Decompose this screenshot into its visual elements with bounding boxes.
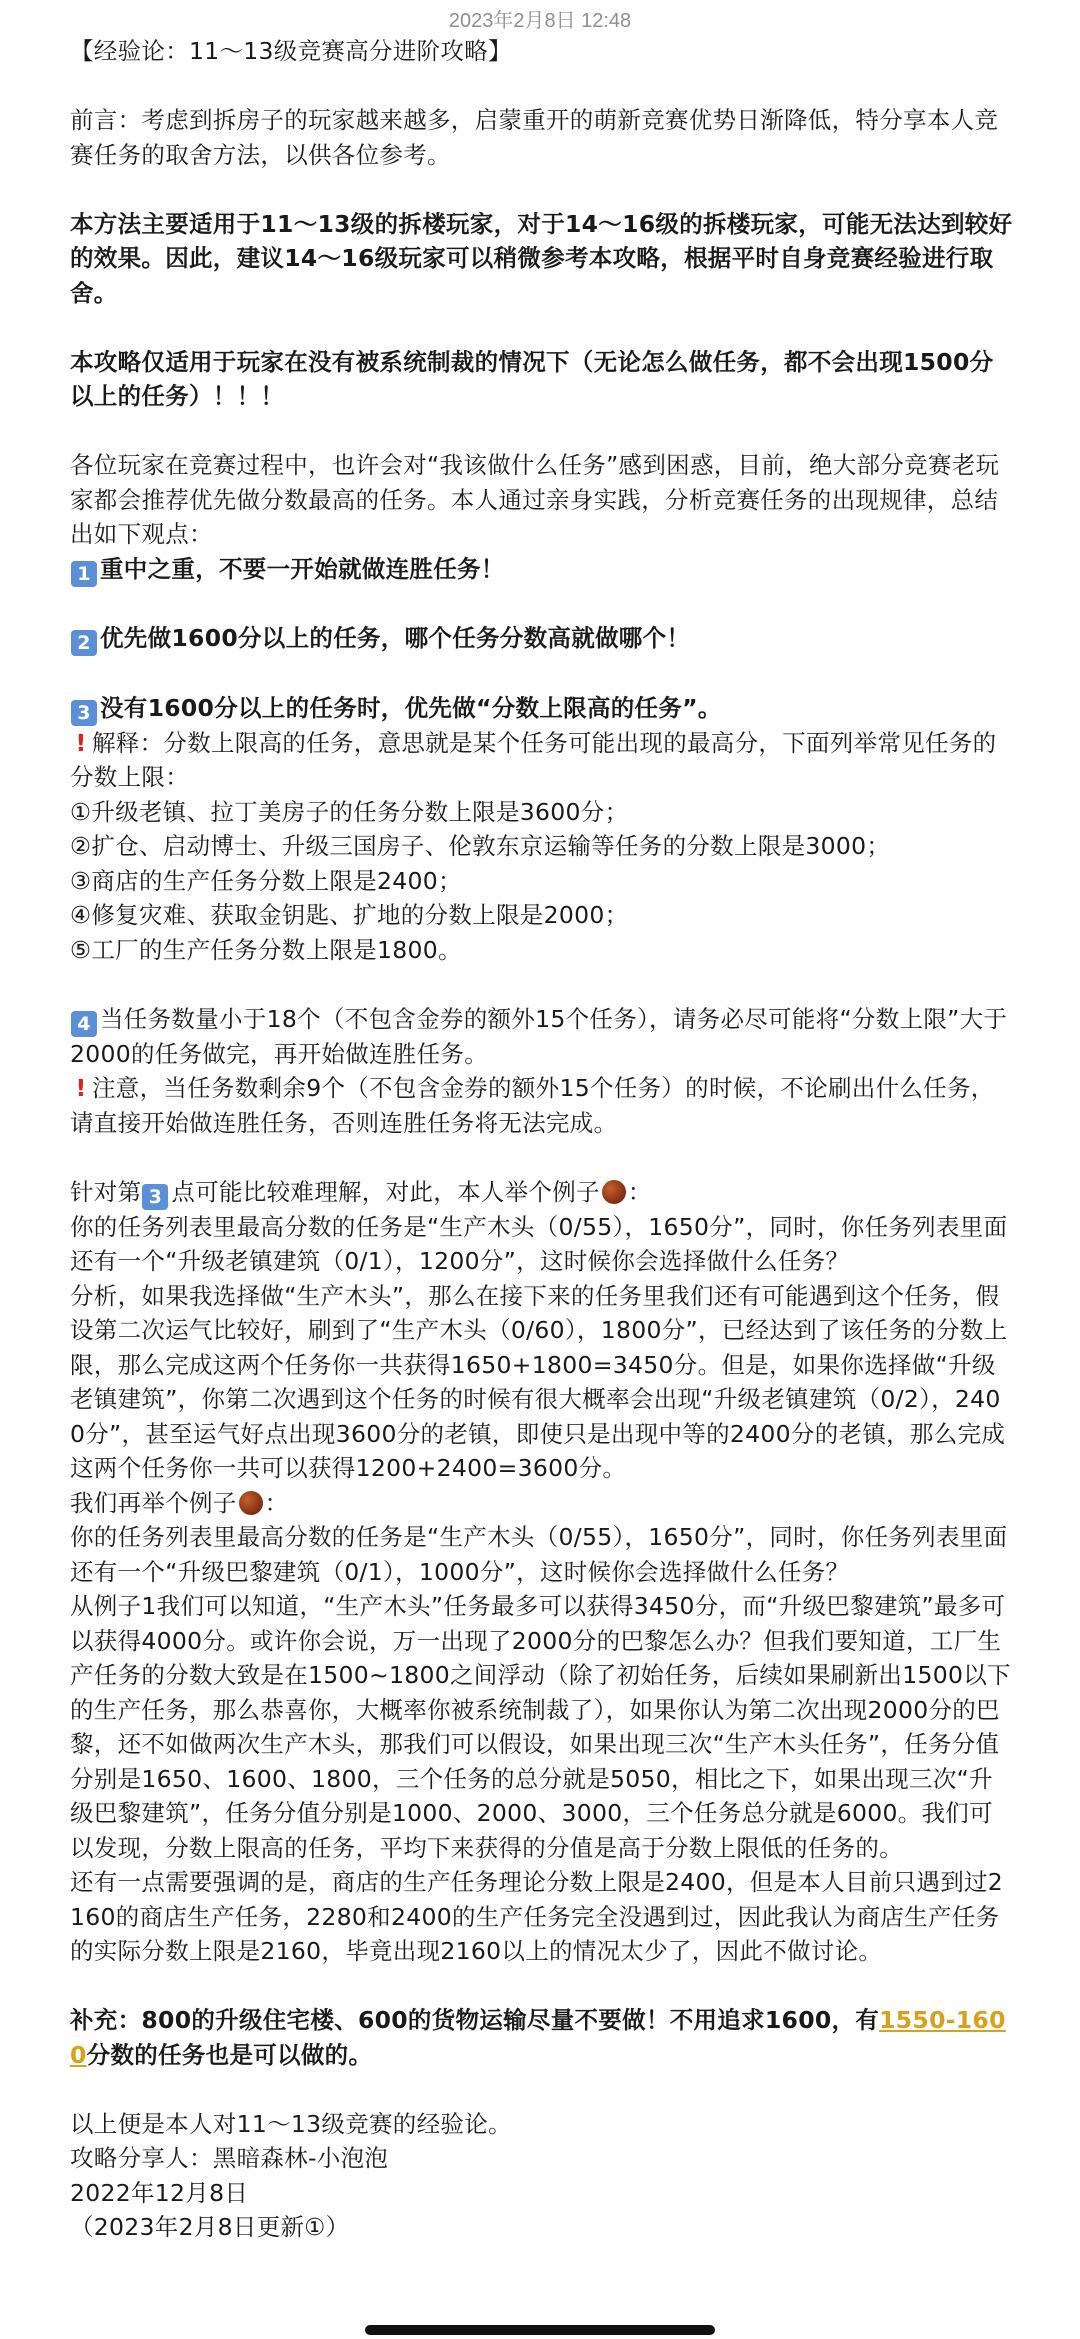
point-2 [70,621,1015,656]
closing-line: 以上便是本人对11～13级竞赛的经验论。 [70,2109,512,2138]
limit-item: ⑤工厂的生产任务分数上限是1800。 [70,935,462,964]
limit-item: ④修复灾难、获取金钥匙、扩地的分数上限是2000； [70,901,629,929]
condition-paragraph: 本攻略仅适用于玩家在没有被系统制裁的情况下（无论怎么做任务，都不会出现1500分以上的任务）！！！ [70,347,994,410]
point-3 [70,691,1015,726]
scope-paragraph: 本方法主要适用于11～13级的拆楼玩家，对于14～16级的拆楼玩家，可能无法达到较好的效果。因此，建议14～16级玩家可以稍微参考本攻略，根据平时自身竞赛经验进行取舍。 [70,209,1013,307]
example-2-intro-text-a: 我们再举个例子 [70,1488,237,1517]
limit-item: ①升级老镇、拉丁美房子的任务分数上限是3600分； [70,797,629,826]
point-1 [70,552,1015,587]
note-title: 【经验论：11～13级竞赛高分进阶攻略】 [70,37,512,65]
point-4-note [70,1071,1015,1140]
note-body[interactable] [70,34,1015,2245]
example-2-case: 你的任务列表里最高分数的任务是“生产木头（0/55），1650分”，同时，你任务列表里面还有一个“升级巴黎建筑（0/1），1000分”，这时候你会选择做什么任务？ [70,1523,1008,1586]
example-2-analysis: 从例子1我们可以知道，“生产木头”任务最多可以获得3450分，而“升级巴黎建筑”最多可以获得4000分。或许你会说，万一出现了2000分的巴黎怎么办？但我们要知道，工厂生产任务的分数大致是在1500~1800之间浮动（除了初始任务，后续如果刷新出1500以下的生产任务，那么恭喜你，大概率你被系统制裁了），如果你认为第二次出现2000分的巴黎，还不如做两次生产木头，那我们可以假设，如果出现三次“生产木头任务”，任务分值分别是1650、1600、1800，三个任务的总分就是5050，相比之下，如果出现三次“升级巴黎建筑”，任务分值分别是1000、2000、3000，三个任务总分就是6000。我们可以发现，分数上限高的任务，平均下来获得的分值是高于分数上限低的任务的。 [70,1592,1011,1862]
preface-paragraph: 前言：考虑到拆房子的玩家越来越多，启蒙重开的萌新竞赛优势日渐降低，特分享本人竞赛任务的取舍方法，以供各位参考。 [70,106,999,169]
update-line: （2023年2月8日更新①） [70,2213,350,2241]
supplement-text-a: 补充：800的升级住宅楼、600的货物运输尽量不要做！不用追求1600，有 [70,2006,880,2034]
example-2-intro [70,1486,1015,1521]
point-3-explanation-text: 解释：分数上限高的任务，意思就是某个任务可能出现的最高分，下面列举常见任务的分数上限： [70,728,997,791]
point-1-text: 重中之重，不要一开始就做连胜任务！ [100,554,505,583]
supplement [70,2003,1015,2072]
supplement-highlight[interactable]: 1550-1600 [70,2006,1006,2069]
example-intro-text-c: ： [627,1177,652,1206]
point-3-text: 没有1600分以上的任务时，优先做“分数上限高的任务”。 [100,693,722,722]
date-line: 2022年12月8日 [70,2178,249,2207]
red-exclamation-icon: ! [75,728,87,757]
example-1-case: 你的任务列表里最高分数的任务是“生产木头（0/55），1650分”，同时，你任务列表里面还有一个“升级老镇建筑（0/1），1200分”，这时候你会选择做什么任务？ [70,1212,1008,1275]
chestnut-icon [239,1491,263,1515]
keycap-3-icon: 3 [142,1184,168,1210]
keycap-3-icon: 3 [71,700,97,726]
point-4-note-text: 注意，当任务数剩余9个（不包含金券的额外15个任务）的时候，不论刷出什么任务，请直接开始做连胜任务，否则连胜任务将无法完成。 [70,1074,995,1137]
keycap-1-icon: 1 [71,561,97,587]
keycap-2-icon: 2 [71,630,97,656]
supplement-text-b: 分数的任务也是可以做的。 [86,2040,373,2069]
author-line: 攻略分享人：黑暗森林-小泡泡 [70,2144,389,2172]
example-intro [70,1175,1015,1210]
example-1-analysis: 分析，如果我选择做“生产木头”，那么在接下来的任务里我们还有可能遇到这个任务，假设第二次运气比较好，刷到了“生产木头（0/60），1800分”，已经达到了该任务的分数上限，那么完成这两个任务你一共获得1650+1800=3450分。但是，如果你选择做“升级老镇建筑”，你第二次遇到这个任务的时候有很大概率会出现“升级老镇建筑（0/2），2400分”，甚至运气好点出现3600分的老镇，即使只是出现中等的2400分的老镇，那么完成这两个任务你一共可以获得1200+2400=3600分。 [70,1281,1008,1482]
point-2-text: 优先做1600分以上的任务，哪个任务分数高就做哪个！ [100,624,691,652]
point-4 [70,1002,1015,1072]
example-intro-text-a: 针对第 [70,1177,142,1206]
keycap-4-icon: 4 [71,1011,97,1037]
intro-paragraph: 各位玩家在竞赛过程中，也许会对“我该做什么任务”感到困惑，目前，绝大部分竞赛老玩家都会推荐优先做分数最高的任务。本人通过亲身实践，分析竞赛任务的出现规律，总结出如下观点： [70,451,1000,548]
point-3-explanation [70,726,1015,795]
status-timestamp: 2023年2月8日 12:48 [448,10,632,32]
shop-note: 还有一点需要强调的是，商店的生产任务理论分数上限是2400，但是本人目前只遇到过2160的商店生产任务，2280和2400的生产任务完全没遇到过，因此我认为商店生产任务的实际分数上限是2160，毕竟出现2160以上的情况太少了，因此不做讨论。 [70,1868,1004,1965]
limit-item: ③商店的生产任务分数上限是2400； [70,866,462,895]
red-exclamation-icon: ! [75,1074,87,1102]
limit-item: ②扩仓、启动博士、升级三国房子、伦敦东京运输等任务的分数上限是3000； [70,832,891,860]
example-intro-text-b: 点可能比较难理解，对此，本人举个例子 [171,1177,600,1206]
chestnut-icon [602,1180,626,1204]
example-2-intro-text-b: ： [264,1488,289,1517]
point-4-text: 当任务数量小于18个（不包含金券的额外15个任务），请务必尽可能将“分数上限”大于2000的任务做完，再开始做连胜任务。 [70,1004,1008,1068]
home-indicator[interactable] [365,2325,715,2335]
